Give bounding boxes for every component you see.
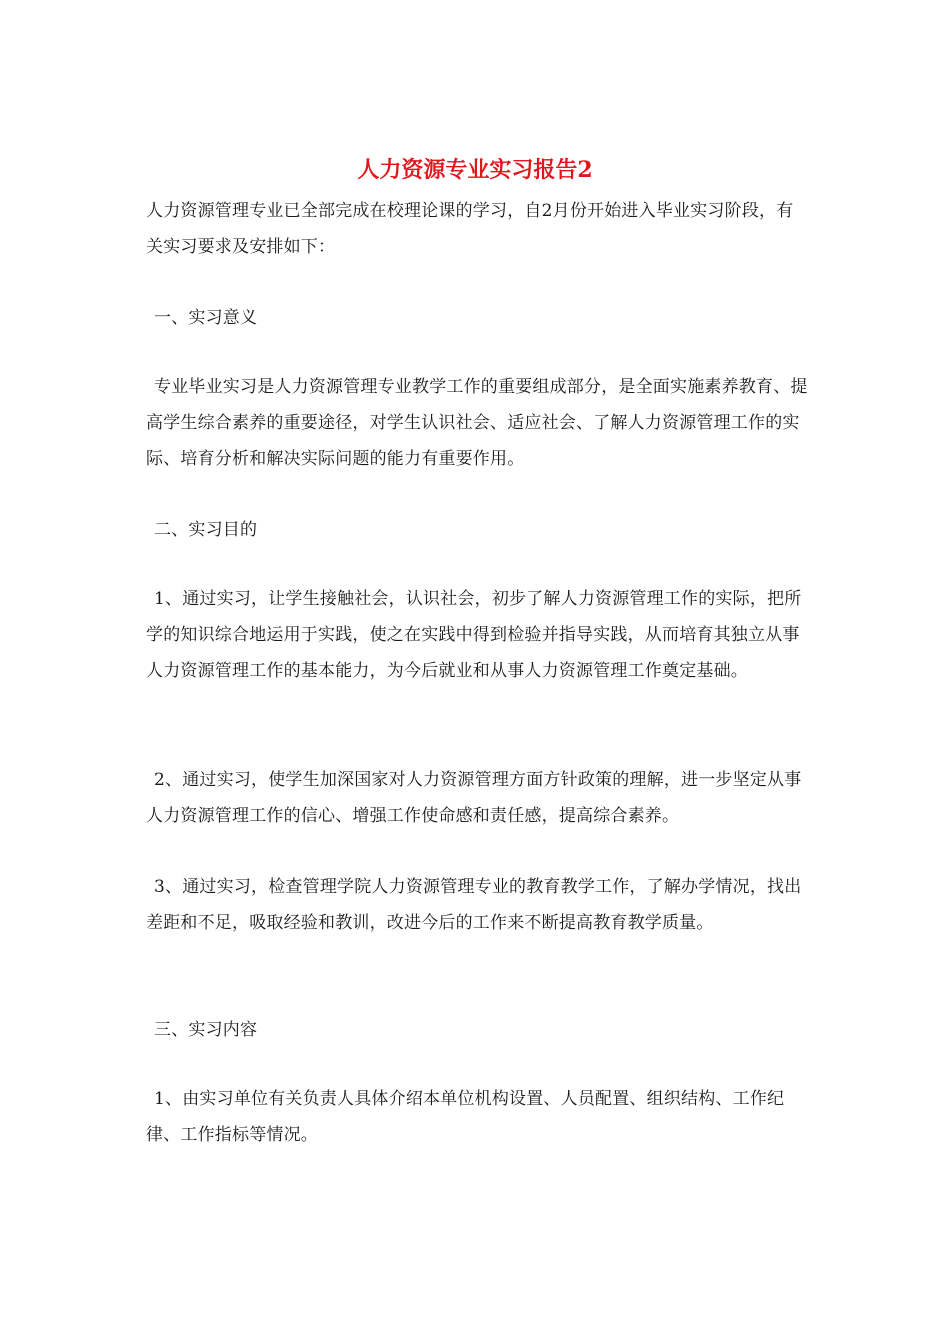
- purpose-item-1: 1、通过实习，让学生接触社会，认识社会，初步了解人力资源管理工作的实际，把所学的知识综合地运用于实践，使之在实践中得到检验并指导实践，从而培育其独立从事人力资源管理工作的基本能力，为今后就业和从事人力资源管理工作奠定基础。: [146, 589, 802, 681]
- section-heading-content: 三、实习内容: [154, 1020, 258, 1040]
- section-heading-significance: 一、实习意义: [154, 308, 258, 328]
- significance-paragraph: 专业毕业实习是人力资源管理专业教学工作的重要组成部分，是全面实施素养教育、提高学生综合素养的重要途径，对学生认识社会、适应社会、了解人力资源管理工作的实际、培育分析和解决实际问题的能力有重要作用。: [146, 377, 808, 469]
- purpose-item-2: 2、通过实习，使学生加深国家对人力资源管理方面方针政策的理解，进一步坚定从事人力资源管理工作的信心、增强工作使命感和责任感，提高综合素养。: [146, 770, 802, 826]
- purpose-item-3: 3、通过实习，检查管理学院人力资源管理专业的教育教学工作，了解办学情况，找出差距和不足，吸取经验和教训，改进今后的工作来不断提高教育教学质量。: [146, 877, 802, 933]
- section-heading-purpose: 二、实习目的: [154, 520, 258, 540]
- intro-paragraph: 人力资源管理专业已全部完成在校理论课的学习，自2月份开始进入毕业实习阶段，有关实习要求及安排如下：: [146, 201, 794, 257]
- content-item-1: 1、由实习单位有关负责人具体介绍本单位机构设置、人员配置、组织结构、工作纪律、工作指标等情况。: [146, 1089, 785, 1145]
- document-title: 人力资源专业实习报告2: [357, 157, 593, 183]
